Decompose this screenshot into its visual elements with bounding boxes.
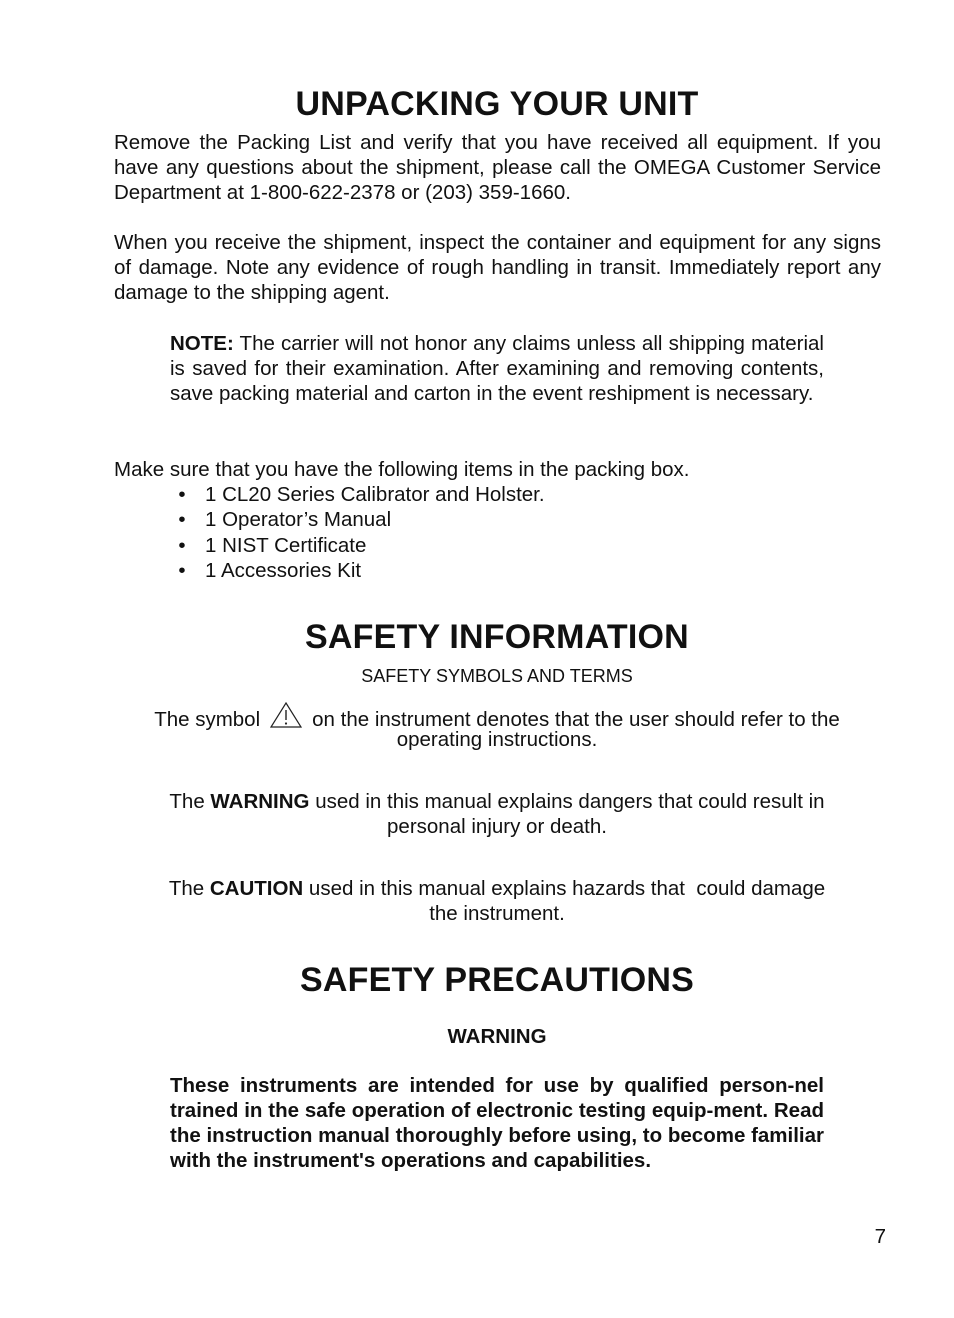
- bullet-icon: •: [178, 558, 186, 582]
- warning-term: WARNING: [210, 790, 310, 813]
- safety-precautions-title: SAFETY PRECAUTIONS: [299, 961, 695, 999]
- packing-list-intro: Make sure that you have the following items in the packing box.: [114, 458, 690, 481]
- packing-list: [175, 482, 815, 583]
- list-item: • 1 Accessories Kit: [175, 558, 815, 583]
- note-label: NOTE:: [170, 332, 234, 355]
- note-text: The carrier will not honor any claims unless all shipping material is saved for their examination. After examining and removing contents, save packing material and carton in the event reshipment is necessary.: [170, 332, 824, 405]
- warning-term-line-1: The WARNING used in this manual explains dangers that could result in: [169, 790, 825, 813]
- symbol-explanation-line-2: operating instructions.: [396, 728, 598, 751]
- list-item: • 1 CL20 Series Calibrator and Holster.: [175, 482, 815, 507]
- caution-term: CAUTION: [209, 877, 304, 900]
- shipping-note: [170, 331, 824, 406]
- symbol-explanation-line-1: The symbol on the instrument denotes that the user should refer to the: [0, 702, 954, 734]
- page-number: 7: [874, 1225, 886, 1248]
- warning-term-line-2: personal injury or death.: [387, 815, 607, 838]
- list-item: • 1 Operator’s Manual: [175, 507, 815, 532]
- list-item: • 1 NIST Certificate: [175, 533, 815, 558]
- caution-term-line-1: The CAUTION used in this manual explains hazards that could damage: [168, 877, 826, 900]
- warning-heading: WARNING: [447, 1025, 547, 1048]
- unpacking-paragraph-2: When you receive the shipment, inspect the container and equipment for any signs of damage. Note any evidence of rough handling in transit. Immediately report any damage to the shipping agent.: [114, 231, 881, 304]
- warning-body: These instruments are intended for use by qualified person-nel trained in the safe operation of electronic testing equip-ment. Read the instruction manual thoroughly before using, to become familiar with the instrument's operations and capabilities.: [170, 1074, 824, 1172]
- bullet-icon: •: [178, 508, 186, 532]
- caution-term-line-2: the instrument.: [429, 902, 565, 925]
- safety-information-title: SAFETY INFORMATION: [305, 618, 689, 656]
- bullet-icon: •: [178, 533, 186, 557]
- unpacking-paragraph-1: Remove the Packing List and verify that you have received all equipment. If you have any questions about the shipment, please call the OMEGA Customer Service Department at 1-800-622-2378 or (203) 359-1660.: [114, 131, 881, 204]
- bullet-icon: •: [178, 483, 186, 506]
- safety-symbols-subtitle: SAFETY SYMBOLS AND TERMS: [361, 666, 633, 686]
- unpacking-title: UNPACKING YOUR UNIT: [295, 85, 699, 123]
